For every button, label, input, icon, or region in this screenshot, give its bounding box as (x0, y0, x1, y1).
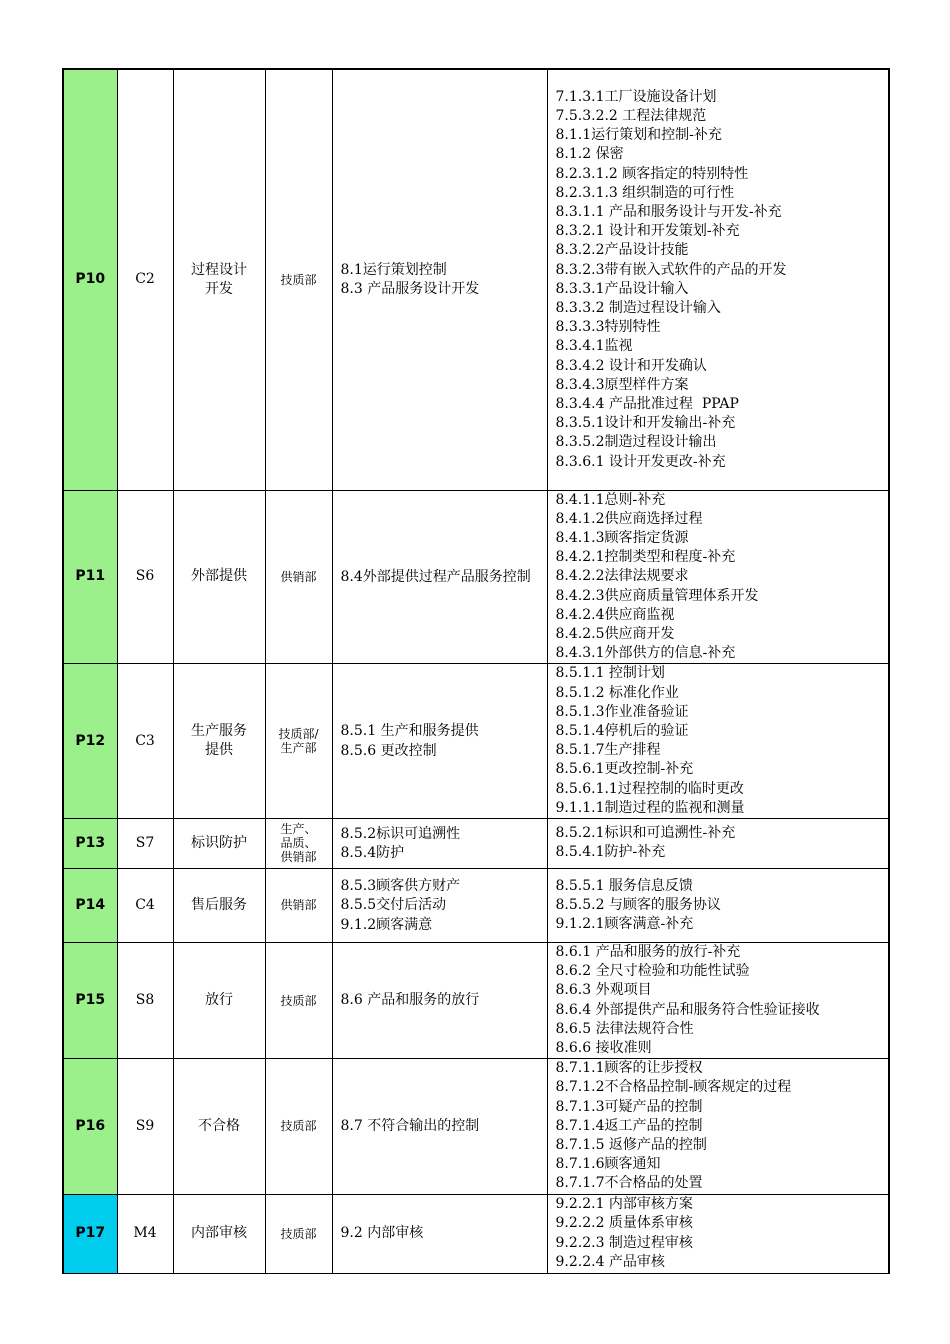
process-name-cell (173, 1194, 265, 1273)
cell-line: 8.5.6.1更改控制-补充 (555, 761, 694, 778)
cell-line: 8.3.3.1产品设计输入 (555, 280, 689, 297)
process-id-cell: P16 (63, 1059, 117, 1194)
process-id-cell: P17 (63, 1194, 117, 1273)
process-code-cell: M4 (117, 1194, 173, 1273)
process-row (63, 1194, 889, 1273)
cell-line: 8.5.3顾客供方财产 (340, 878, 461, 895)
process-row (63, 942, 889, 1058)
cell-line: 内部审核 (191, 1224, 247, 1241)
cell-line: 8.2.3.1.2 顾客指定的特别特性 (555, 165, 749, 182)
cell-line: 生产服务 提供 (191, 722, 247, 759)
clause-details-cell (547, 818, 889, 868)
process-row (63, 664, 889, 819)
process-row (63, 868, 889, 942)
cell-line: 8.4.2.5供应商开发 (555, 625, 675, 642)
cell-line: 8.1.2 保密 (555, 146, 624, 163)
cell-line: 8.5.1.1 控制计划 (555, 665, 665, 682)
process-row (63, 490, 889, 664)
cell-line: 9.1.1.1制造过程的监视和测量 (555, 799, 745, 816)
cell-line: 8.5.1.3作业准备验证 (555, 703, 689, 720)
cell-line: 9.2 内部审核 (340, 1225, 424, 1242)
process-code-cell: C2 (117, 69, 173, 490)
cell-line: 8.7.1.7不合格品的处置 (555, 1175, 703, 1192)
cell-line: 8.3.3.2 制造过程设计输入 (555, 299, 721, 316)
cell-line: 8.3.5.2制造过程设计输出 (555, 434, 717, 451)
cell-line: 8.5.6 更改控制 (340, 742, 437, 759)
process-row (63, 69, 889, 490)
cell-line: 8.6.3 外观项目 (555, 982, 652, 999)
cell-line: 技质部/ 生产部 (278, 727, 319, 756)
process-code-cell: S7 (117, 818, 173, 868)
clause-details-cell (547, 664, 889, 819)
standard-clause-cell (332, 69, 547, 490)
cell-line: 8.7.1.5 返修产品的控制 (555, 1136, 707, 1153)
cell-line: 技质部 (280, 272, 317, 287)
standard-clause-cell (332, 1194, 547, 1273)
cell-line: 8.5.1.7生产排程 (555, 742, 661, 759)
cell-line: 9.2.2.2 质量体系审核 (555, 1215, 693, 1232)
cell-line: 8.3.4.2 设计和开发确认 (555, 357, 707, 374)
cell-line: 9.1.2顾客满意 (340, 916, 433, 933)
cell-line: 8.4外部提供过程产品服务控制 (340, 568, 531, 585)
cell-line: 过程设计 开发 (191, 261, 247, 297)
cell-line: 8.2.3.1.3 组织制造的可行性 (555, 184, 735, 201)
process-code-cell: C3 (117, 664, 173, 819)
cell-line: 8.3.1.1 产品和服务设计与开发-补充 (555, 203, 782, 220)
cell-line: 8.3.4.4 产品批准过程 PPAP (555, 395, 739, 412)
cell-line: 8.4.1.2供应商选择过程 (555, 510, 703, 527)
cell-line: 8.6.5 法律法规符合性 (555, 1020, 694, 1037)
cell-line: 供销部 (280, 898, 317, 913)
responsible-dept-cell (265, 490, 332, 664)
cell-line: 8.1.1运行策划和控制-补充 (555, 127, 722, 144)
process-code-cell: S6 (117, 490, 173, 664)
cell-line: 8.5.4.1防护-补充 (555, 844, 666, 861)
responsible-dept-cell (265, 1194, 332, 1273)
cell-line: 8.7 不符合输出的控制 (340, 1118, 480, 1135)
cell-line: 8.3 产品服务设计开发 (340, 281, 480, 298)
process-name-cell (173, 69, 265, 490)
cell-line: 8.4.2.4供应商监视 (555, 606, 675, 623)
cell-line: 8.1运行策划控制 (340, 262, 447, 279)
clause-details-cell (547, 1194, 889, 1273)
responsible-dept-cell (265, 69, 332, 490)
cell-line: 9.2.2.1 内部审核方案 (555, 1196, 693, 1213)
cell-line: 8.5.2标识可追溯性 (340, 825, 461, 842)
responsible-dept-cell (265, 942, 332, 1058)
cell-line: 8.6 产品和服务的放行 (340, 992, 480, 1009)
standard-clause-cell (332, 942, 547, 1058)
cell-line: 8.4.2.1控制类型和程度-补充 (555, 549, 736, 566)
responsible-dept-cell (265, 868, 332, 942)
cell-line: 8.6.2 全尺寸检验和功能性试验 (555, 963, 750, 980)
cell-line: 外部提供 (191, 568, 247, 585)
clause-details-cell (547, 942, 889, 1058)
process-matrix-body (63, 69, 889, 1273)
cell-line: 放行 (205, 991, 233, 1008)
cell-line: 供销部 (280, 569, 317, 584)
cell-line: 7.5.3.2.2 工程法律规范 (555, 107, 707, 124)
process-code-cell: S9 (117, 1059, 173, 1194)
process-code-cell: C4 (117, 868, 173, 942)
process-id-cell: P14 (63, 868, 117, 942)
cell-line: 8.7.1.3可疑产品的控制 (555, 1098, 703, 1115)
cell-line: 7.1.3.1工厂设施设备计划 (555, 88, 717, 105)
cell-line: 8.7.1.1顾客的让步授权 (555, 1060, 703, 1077)
process-matrix-table (62, 68, 890, 1274)
cell-line: 8.5.4防护 (340, 844, 405, 861)
cell-line: 8.4.2.2法律法规要求 (555, 568, 689, 585)
cell-line: 技质部 (280, 1226, 317, 1241)
cell-line: 8.5.6.1.1过程控制的临时更改 (555, 780, 744, 797)
clause-details-cell (547, 69, 889, 490)
cell-line: 8.3.4.3原型样件方案 (555, 376, 689, 393)
cell-line: 8.5.5.1 服务信息反馈 (555, 877, 693, 894)
cell-line: 标识防护 (191, 834, 247, 851)
cell-line: 8.5.5.2 与顾客的服务协议 (555, 896, 721, 913)
cell-line: 8.3.3.3特别特性 (555, 319, 661, 336)
cell-line: 8.6.1 产品和服务的放行-补充 (555, 943, 741, 960)
process-id-cell: P11 (63, 490, 117, 664)
cell-line: 8.4.1.3顾客指定货源 (555, 529, 689, 546)
cell-line: 9.1.2.1顾客满意-补充 (555, 916, 694, 933)
process-name-cell (173, 868, 265, 942)
process-id-cell: P13 (63, 818, 117, 868)
cell-line: 8.3.2.2产品设计技能 (555, 242, 689, 259)
cell-line: 8.4.2.3供应商质量管理体系开发 (555, 587, 759, 604)
cell-line: 生产、 品质、 供销部 (280, 822, 317, 865)
cell-line: 9.2.2.3 制造过程审核 (555, 1234, 693, 1251)
cell-line: 8.7.1.6顾客通知 (555, 1156, 661, 1173)
standard-clause-cell (332, 868, 547, 942)
process-row (63, 818, 889, 868)
cell-line: 8.3.5.1设计和开发输出-补充 (555, 415, 736, 432)
clause-details-cell (547, 490, 889, 664)
cell-line: 8.6.4 外部提供产品和服务符合性验证接收 (555, 1001, 820, 1018)
standard-clause-cell (332, 818, 547, 868)
cell-line: 不合格 (198, 1117, 240, 1134)
cell-line: 8.6.6 接收准则 (555, 1039, 652, 1056)
process-name-cell (173, 942, 265, 1058)
process-name-cell (173, 1059, 265, 1194)
responsible-dept-cell (265, 664, 332, 819)
cell-line: 8.3.2.1 设计和开发策划-补充 (555, 223, 740, 240)
clause-details-cell (547, 1059, 889, 1194)
cell-line: 8.7.1.2不合格品控制-顾客规定的过程 (555, 1079, 792, 1096)
cell-line: 8.5.1.2 标准化作业 (555, 684, 679, 701)
cell-line: 8.5.1.4停机后的验证 (555, 722, 689, 739)
process-row (63, 1059, 889, 1194)
responsible-dept-cell (265, 818, 332, 868)
cell-line: 8.7.1.4返工产品的控制 (555, 1117, 703, 1134)
responsible-dept-cell (265, 1059, 332, 1194)
standard-clause-cell (332, 664, 547, 819)
clause-details-cell (547, 868, 889, 942)
cell-line: 8.4.1.1总则-补充 (555, 491, 666, 508)
cell-line: 8.4.3.1外部供方的信息-补充 (555, 645, 736, 662)
process-id-cell: P10 (63, 69, 117, 490)
cell-line: 售后服务 (191, 896, 247, 913)
process-id-cell: P12 (63, 664, 117, 819)
process-name-cell (173, 664, 265, 819)
cell-line: 9.2.2.4 产品审核 (555, 1253, 665, 1270)
standard-clause-cell (332, 1059, 547, 1194)
process-code-cell: S8 (117, 942, 173, 1058)
process-name-cell (173, 490, 265, 664)
cell-line: 8.5.2.1标识和可追溯性-补充 (555, 825, 736, 842)
cell-line: 技质部 (280, 1119, 317, 1134)
cell-line: 技质部 (280, 993, 317, 1008)
cell-line: 8.5.1 生产和服务提供 (340, 723, 479, 740)
standard-clause-cell (332, 490, 547, 664)
process-name-cell (173, 818, 265, 868)
cell-line: 8.3.6.1 设计开发更改-补充 (555, 453, 726, 470)
cell-line: 8.3.4.1监视 (555, 338, 633, 355)
process-id-cell: P15 (63, 942, 117, 1058)
cell-line: 8.3.2.3带有嵌入式软件的产品的开发 (555, 261, 787, 278)
cell-line: 8.5.5交付后活动 (340, 897, 447, 914)
